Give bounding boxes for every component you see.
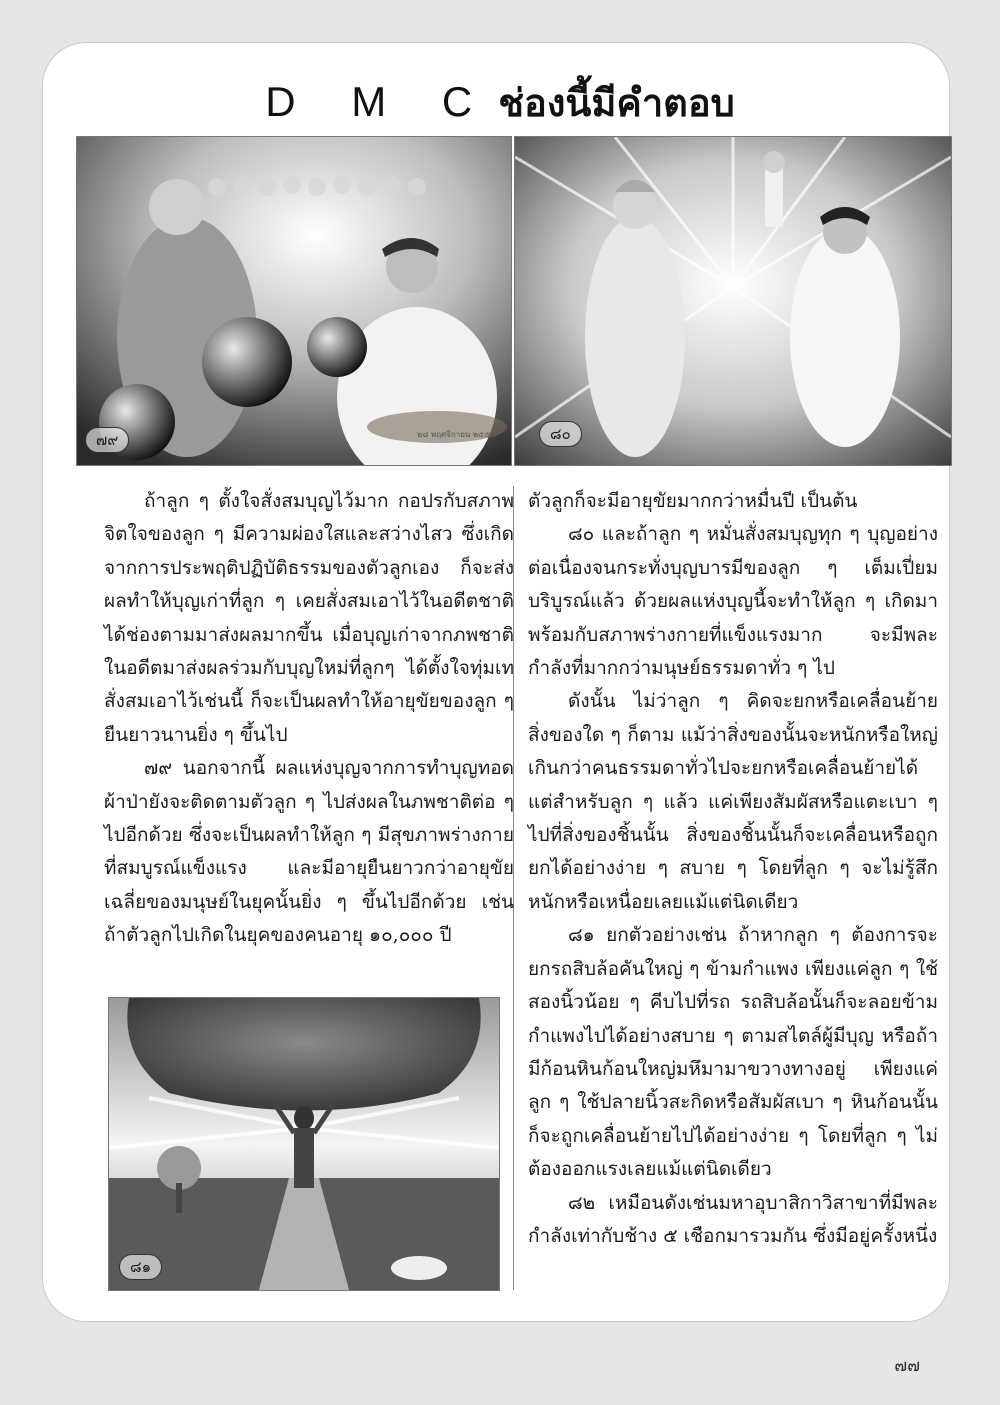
signature-79: ๒๘ พฤศจิกายน ๒๕๕๔ — [417, 430, 497, 439]
image-number-81: ๘๑ — [119, 1254, 162, 1280]
paragraph-79: ๗๙ นอกจากนี้ ผลแห่งบุญจากการทำบุญทอดผ้าป่ายังจะติดตามตัวลูก ๆ ไปส่งผลในภพชาติต่อ ๆ ไปอีกด้วย ซึ่งจะเป็นผลทำให้ลูก ๆ มีสุขภาพร่างกายที่สมบูรณ์แข็งแรง และมีอายุยืนยาวกว่าอายุขัยเฉลี่ยของมนุษย์ในยุคนั้นยิ่ง ๆ ขึ้นไปอีกด้วย เช่น ถ้าตัวลูกไปเกิดในยุคของคนอายุ ๑๐,๐๐๐ ปี — [104, 757, 514, 947]
paragraph-80b: ดังนั้น ไม่ว่าลูก ๆ คิดจะยกหรือเคลื่อนย้ายสิ่งของใด ๆ ก็ตาม แม้ว่าสิ่งของนั้นจะหนักหรือใหญ่เกินกว่าคนธรรมดาทั่วไปจะยกหรือเคลื่อนย้ายได้ แต่สำหรับลูก ๆ แล้ว แค่เพียงสัมผัสหรือแตะเบา ๆ ไปที่สิ่งของชิ้นนั้น สิ่งของชิ้นนั้นก็จะเคลื่อนหรือถูกยกได้อย่างง่าย ๆ สบาย ๆ โดยที่ลูก ๆ จะไม่รู้สึกหนักหรือเหนื่อยเลยแม้แต่นิดเดียว — [528, 690, 938, 913]
illustration-79 — [76, 136, 512, 466]
title-thai: ช่องนี้มีคำตอบ — [498, 81, 735, 125]
illustration-80 — [514, 136, 952, 466]
image-number-80: ๘๐ — [539, 421, 582, 447]
illustration-79-art — [77, 137, 511, 465]
page-number: ๗๗ — [894, 1356, 920, 1376]
paragraph-82: ๘๒ เหมือนดังเช่นมหาอุบาสิกาวิสาขาที่มีพละกำลังเท่ากับช้าง ๕ เชือกมารวมกัน ซึ่งมีอยู่ครั้งหนึ่ง — [528, 1191, 938, 1247]
page-title — [0, 76, 1000, 129]
illustration-80-art — [515, 137, 951, 465]
right-column — [528, 485, 938, 1253]
paragraph-80: ๘๐ และถ้าลูก ๆ หมั่นสั่งสมบุญทุก ๆ บุญอย่างต่อเนื่องจนกระทั่งบุญบารมีของลูก ๆ เต็มเปี่ยมบริบูรณ์แล้ว ด้วยผลแห่งบุญนี้จะทำให้ลูก ๆ เกิดมาพร้อมกับสภาพร่างกายที่แข็งแรงมาก จะมีพละกำลังที่มากกว่ามนุษย์ธรรมดาทั่ว ๆ ไป — [528, 523, 938, 680]
illustration-81-art — [109, 998, 499, 1290]
paragraph-intro: ถ้าลูก ๆ ตั้งใจสั่งสมบุญไว้มาก กอปรกับสภาพจิตใจของลูก ๆ มีความผ่องใสและสว่างไสว ซึ่งเกิดจากการประพฤติปฏิบัติธรรมของตัวลูกเอง ก็จะส่งผลทำให้บุญเก่าที่ลูก ๆ เคยสั่งสมเอาไว้ในอดีตชาติได้ช่องตามมาส่งผลมากขึ้น เมื่อบุญเก่าจากภพชาติในอดีตมาส่งผลร่วมกับบุญใหม่ที่ลูกๆ ได้ตั้งใจทุ่มเทสั่งสมเอาไว้เช่นนี้ ก็จะเป็นผลทำให้อายุขัยของลูก ๆ ยืนยาวนานยิ่ง ๆ ขึ้นไป — [104, 490, 514, 746]
illustration-81 — [108, 997, 500, 1291]
title-latin: D M C — [265, 78, 495, 125]
paragraph-continuation: ตัวลูกก็จะมีอายุขัยมากกว่าหมื่นปี เป็นต้น — [528, 490, 858, 512]
paragraph-81: ๘๑ ยกตัวอย่างเช่น ถ้าหากลูก ๆ ต้องการจะยกรถสิบล้อคันใหญ่ ๆ ข้ามกำแพง เพียงแค่ลูก ๆ ใช้สองนิ้วน้อย ๆ คีบไปที่รถ รถสิบล้อนั้นก็จะลอยข้ามกำแพงไปได้อย่างสบาย ๆ ตามสไตล์ผู้มีบุญ หรือถ้ามีก้อนหินก้อนใหญ่มหึมามาขวางทางอยู่ เพียงแค่ลูก ๆ ใช้ปลายนิ้วสะกิดหรือสัมผัสเบา ๆ หินก้อนนั้นก็จะถูกเคลื่อนย้ายไปได้อย่างง่าย ๆ โดยที่ลูก ๆ ไม่ต้องออกแรงเลยแม้แต่นิดเดียว — [528, 924, 938, 1181]
image-number-79: ๗๙ — [85, 427, 129, 453]
left-column — [104, 485, 514, 953]
